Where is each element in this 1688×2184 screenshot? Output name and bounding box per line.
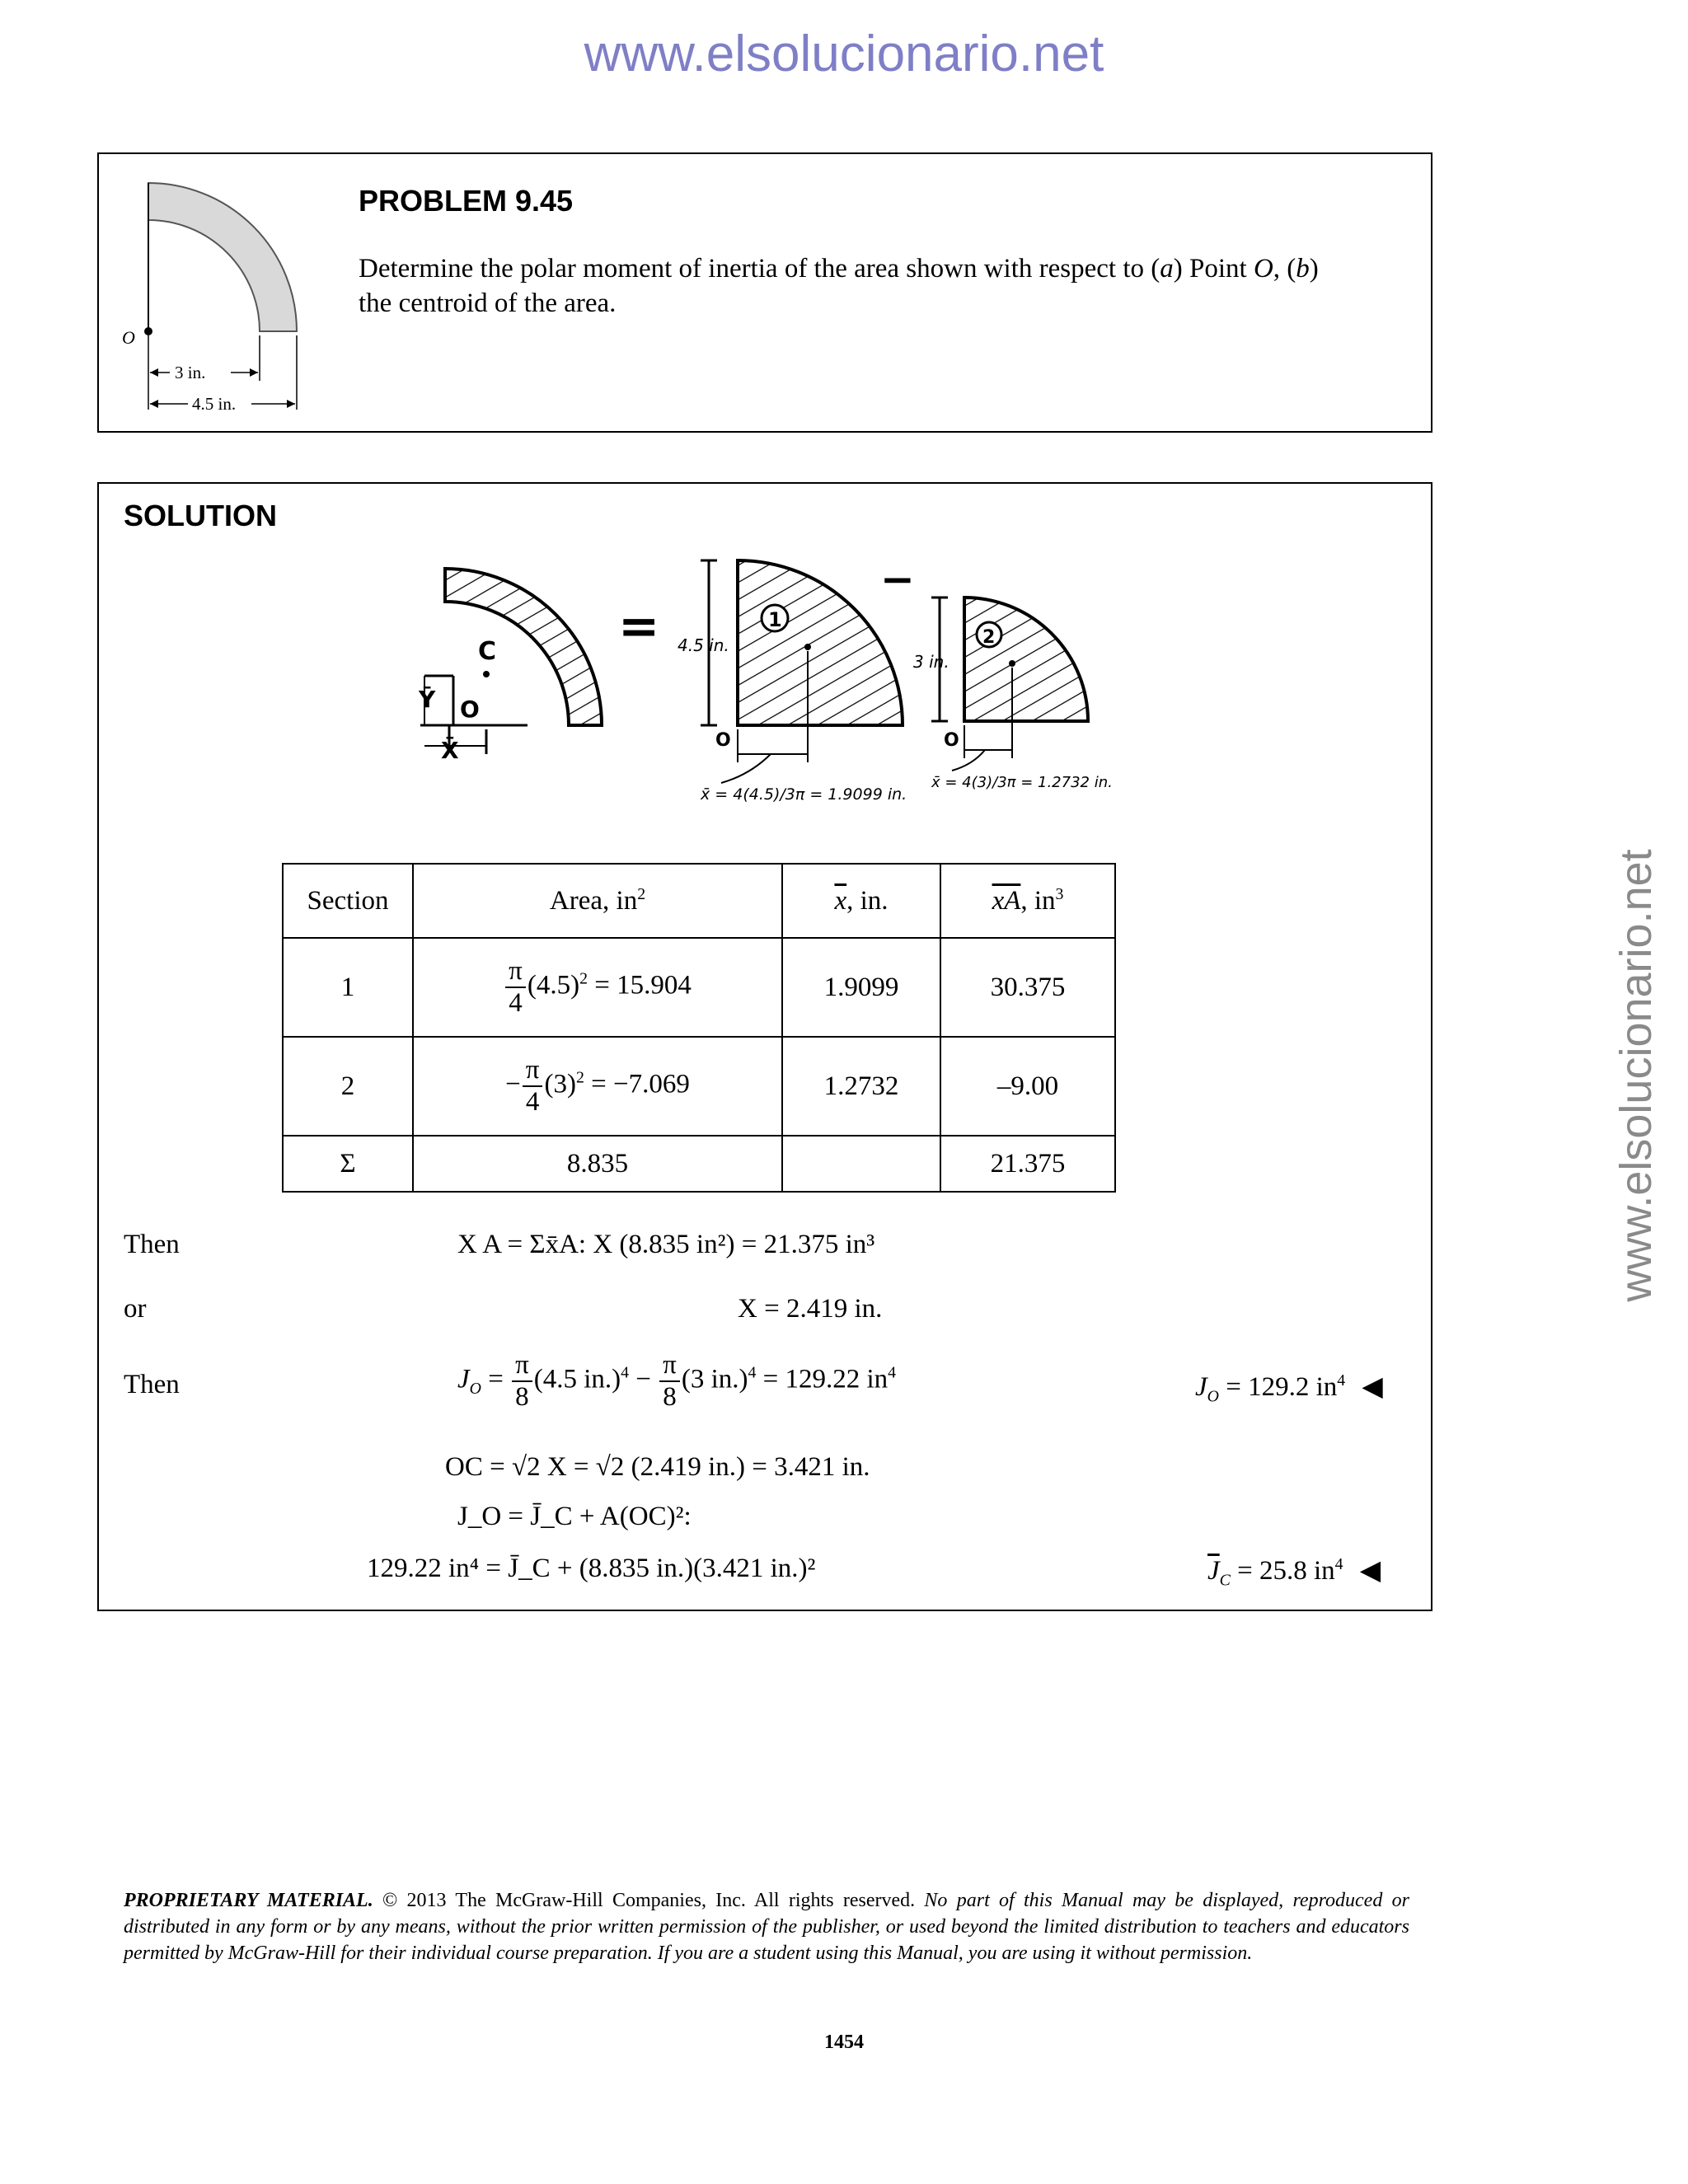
label-then-2: Then bbox=[124, 1370, 180, 1399]
sketch-c-label: C bbox=[478, 637, 497, 666]
sketch-circle2: 2 bbox=[982, 627, 996, 648]
table-sum-row: Σ 8.835 21.375 bbox=[283, 1136, 1115, 1192]
equation-xbar-value: X = 2.419 in. bbox=[738, 1294, 883, 1324]
table-row: 1 $\frac{\pi}{4}$ $(4.5)^2 = 15.904$ 1.9099 30.375 bbox=[283, 938, 1115, 1037]
sketch-o-label: O bbox=[460, 696, 480, 723]
sketch-o1: O bbox=[715, 730, 731, 751]
centroid-table bbox=[282, 863, 1116, 1193]
equation-jo: $J_O$ = $\frac{\pi}{8}$ (4.5 in.)$^4$ − $\frac{\pi}{8}$ (3 in.)$^4$ = 129.22 $in^4$ bbox=[457, 1350, 897, 1412]
sketch-xbar: X̄ bbox=[441, 737, 459, 764]
problem-figure bbox=[115, 171, 305, 418]
header-section: Section bbox=[283, 864, 413, 938]
answer-marker-icon: ◀ bbox=[1362, 1372, 1383, 1402]
equation-xbar-a: X A = Σx̄A: X (8.835 in²) = 21.375 in³ bbox=[457, 1230, 875, 1259]
solution-sketch bbox=[404, 552, 1129, 824]
equation-oc: OC = √2 X = √2 (2.419 in.) = 3.421 in. bbox=[445, 1452, 870, 1482]
watermark-top[interactable]: www.elsolucionario.net bbox=[584, 26, 1104, 82]
solution-title: SOLUTION bbox=[124, 499, 277, 532]
sketch-ybar: Ȳ bbox=[419, 686, 436, 713]
table-row: 2 − $\frac{\pi}{4}$ $(3)^2 = -7.069$ 1.2732 –9.00 bbox=[283, 1037, 1115, 1136]
sketch-xbar2: x̄ = 4(3)/3π = 1.2732 in. bbox=[931, 774, 1113, 791]
figure-dim-inner: 3 in. bbox=[175, 363, 206, 382]
page-number: 1454 bbox=[824, 2032, 864, 2053]
sketch-dim-45: 4.5 in. bbox=[678, 635, 729, 655]
sketch-o2: O bbox=[944, 730, 959, 751]
answer-jo: $J_O = 129.2$ $in^4$ ◀ bbox=[1195, 1371, 1383, 1406]
watermark-side: www.elsolucionario.net bbox=[1611, 849, 1661, 1302]
answer-jc: $\overline{J}_C = 25.8$ $in^4$ ◀ bbox=[1207, 1555, 1381, 1590]
figure-dim-outer: 4.5 in. bbox=[192, 394, 237, 414]
answer-marker-icon: ◀ bbox=[1359, 1556, 1381, 1586]
figure-origin-label: O bbox=[122, 327, 135, 348]
label-then-1: Then bbox=[124, 1230, 180, 1259]
sketch-circle1: 1 bbox=[768, 608, 782, 631]
copyright-footer: PROPRIETARY MATERIAL. © 2013 The McGraw-Hill Companies, Inc. All rights reserved. No part of this Manual may be displayed, reproduced or distributed in any form or by any means, without the prior written permission of the publisher, or used beyond the limited distribution to teachers and educators permitted by McGraw-Hill for their individual course preparation. If you are a student using this Manual, you are using it without permission. bbox=[124, 1890, 1409, 1964]
equation-jc-solve: 129.22 in⁴ = J̄_C + (8.835 in.)(3.421 in.)² bbox=[367, 1554, 816, 1583]
sketch-dim-3: 3 in. bbox=[913, 652, 950, 672]
problem-title: PROBLEM 9.45 bbox=[359, 184, 574, 218]
sketch-equals: = bbox=[618, 598, 660, 655]
sketch-minus: − bbox=[880, 555, 915, 603]
header-xbar: $\overline{x}$, in. bbox=[782, 864, 940, 938]
sketch-xbar1: x̄ = 4(4.5)/3π = 1.9099 in. bbox=[701, 785, 907, 804]
problem-box bbox=[97, 152, 1432, 433]
equation-parallel-axis: J_O = J̄_C + A(OC)²: bbox=[457, 1502, 692, 1531]
problem-statement: Determine the polar moment of inertia of the area shown with respect to (a) Point O, (b) the centroid of the area. bbox=[359, 254, 1319, 318]
header-area: Area, $in^2$ bbox=[413, 864, 782, 938]
label-or: or bbox=[124, 1294, 147, 1324]
header-xa: $\overline{xA}$, $in^3$ bbox=[940, 864, 1115, 938]
